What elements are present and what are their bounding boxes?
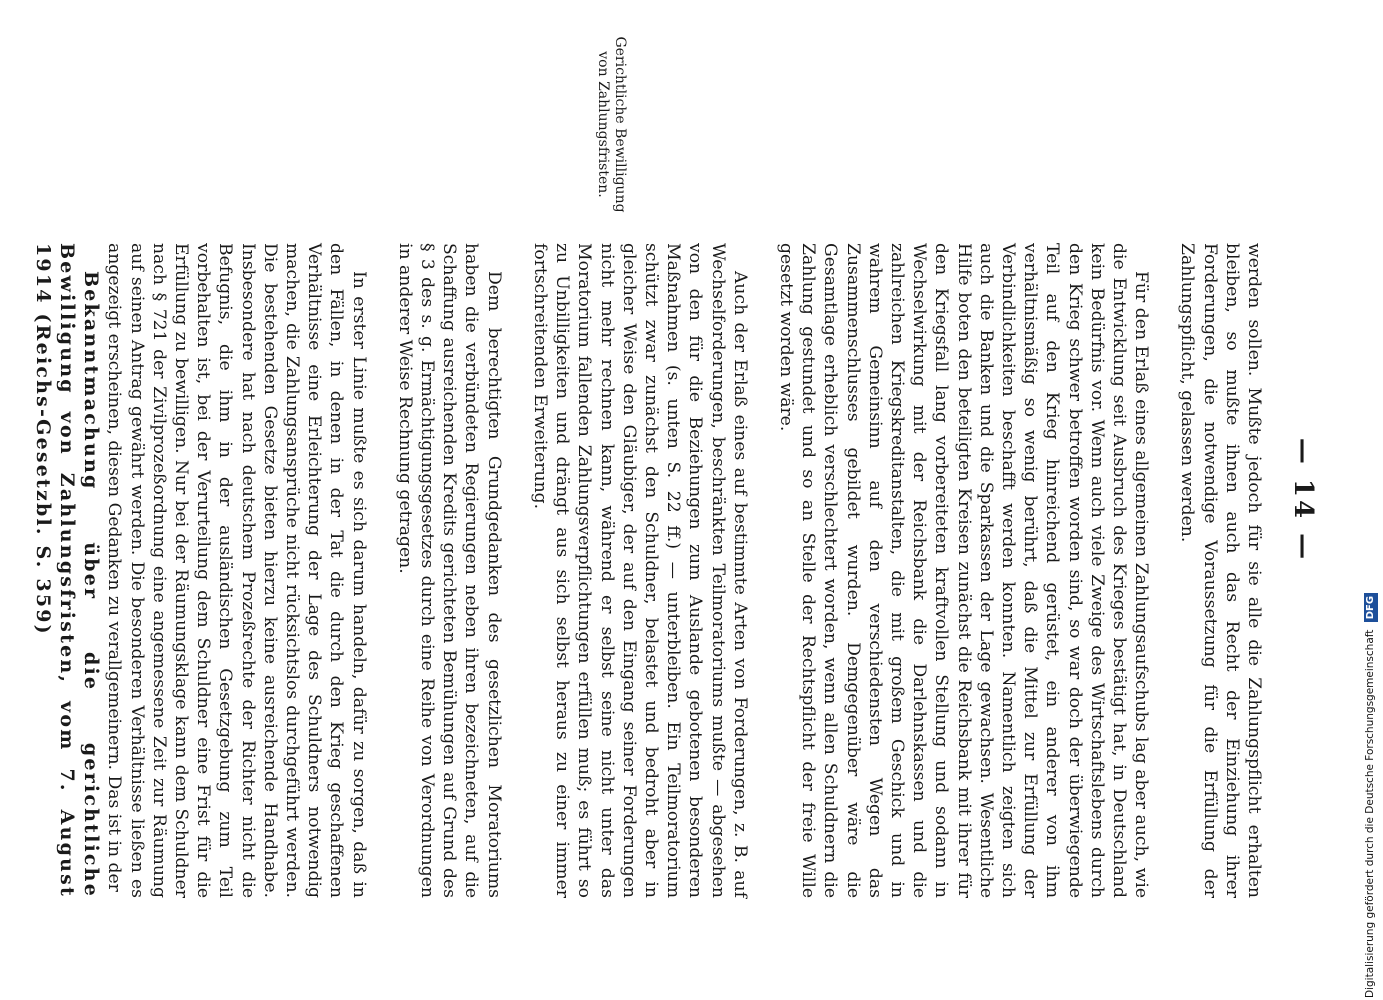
- page-number: — 14 —: [1288, 437, 1318, 563]
- paragraph-5: In erster Linie mußte es sich darum handeln, dafür zu sorgen, daß in den Fällen, in denen in der Tat die durch den Krieg geschaffenen Verhältnisse eine Erleichterung der Lage des Schuldners notwendig machen, die Zahlungsansprüche nicht rücksichtslos durchgeführt werden. Die bestehenden Gesetze bieten hierzu keine ausreichende Handhabe. Insbesondere hat nach deutschem Prozeßrechte der Richter nicht die Befugnis, die ihm in der ausländischen Gesetzgebung zum Teil vorbehalten ist, bei der Verurteilung dem Schuldner eine Frist für die Erfüllung zu bewilligen. Nur bei der Räumungsklage kann dem Schuldner nach § 721 der Zivilprozeßordnung eine angemessene Zeit zur Räumung auf seinen Antrag gewährt werden. Die besonderen Verhältnisse ließen es angezeigt erscheinen, diesen Gedanken zu verallgemeinern. Das ist in der: [104, 243, 369, 898]
- decree-heading: Bekanntmachung über die gerichtliche Bewilligung von Zahlungsfristen, vom 7. August 1914 (Reichs-Gesetzbl. S. 359): [32, 243, 103, 898]
- margin-note: Gerichtliche Bewilligung von Zahlungsfristen.: [595, 36, 628, 213]
- dfg-logo-icon: DFG: [1364, 593, 1378, 622]
- paragraph-1: werden sollen. Mußte jedoch für sie alle die Zahlungspflicht erhalten bleiben, so mußte ihnen auch das Recht der Einziehung ihrer Forderungen, die notwendige Voraussetzung für die Erfüllung der Zahlungspflicht, gelassen werden.: [1177, 243, 1264, 898]
- paragraph-2: Für den Erlaß eines allgemeinen Zahlungsaufschubs lag aber auch, wie die Entwicklung seit Ausbruch des Krieges bestätigt hat, in Deutschland kein Bedürfnis vor. Wenn auch viele Zweige des Wirtschaftslebens durch den Krieg schwer betroffen worden sind, so war doch der überwiegende Teil auf den Krieg hinreichend gerüstet, ein anderer von ihm verhältnismäßig so wenig berührt, daß die Mittel zur Erfüllung der Verbindlichkeiten beschafft werden konnten. Namentlich zeigten sich auch die Banken und die Sparkassen der Lage gewachsen. Wesentliche Hilfe boten den beteiligten Kreisen zunächst die Reichsbank mit ihrer für den Kriegsfall lang vorbereiteten kraftvollen Stellung und sodann in Wechselwirkung mit der Reichsbank die Darlehnskassen und die zahlreichen Kriegskreditanstalten, die mit großem Geschick und in wahrem Gemeinsinn auf den verschiedensten Wegen das Zusammenschlusses gebildet wurden. Demgegenüber wäre die Gesamtlage erheblich verschlechtert worden, wenn allen Schuldnern die Zahlung gestundet und so an Stelle der Rechtspflicht der freie Wille gesetzt worden wäre.: [775, 243, 1152, 898]
- paragraph-3: Auch der Erlaß eines auf bestimmte Arten von Forderungen, z. B. auf Wechselforderungen, beschränkten Teilmoratoriums mußte — abgesehen von den für die Beziehungen zum Auslande gebotenen besonderen Maßnahmen (s. unten S. 22 ff.) — unterbleiben. Ein Teilmoratorium schützt zwar zunächst den Schuldner, belastet und bedroht aber in gleicher Weise den Gläubiger, der auf den Eingang seiner Forderungen nicht mehr rechnen kann, während er selbst seine nicht unter das Moratorium fallenden Zahlungsverpflichtungen erfüllen muß; es führt so zu Unbilligkeiten und drängt aus sich selbst heraus zu einer immer fortschreitenden Erweiterung.: [529, 243, 750, 898]
- dfg-credit-text: Digitalisierung gefördert durch die Deutsche Forschungsgemeinschaft: [1364, 629, 1376, 998]
- dfg-credit-strip: [1360, 595, 1380, 998]
- text-column: [31, 243, 1265, 898]
- paragraph-4: Dem berechtigten Grundgedanken des gesetzlichen Moratoriums haben die verbündeten Regierungen neben ihren bezeichneten, auf die Schaffung ausreichenden Kredits gerichteten Bemühungen auf Grund des § 3 des s. g. Ermächtigungsgesetzes durch eine Reihe von Verordnungen in anderer Weise Rechnung getragen.: [394, 243, 504, 898]
